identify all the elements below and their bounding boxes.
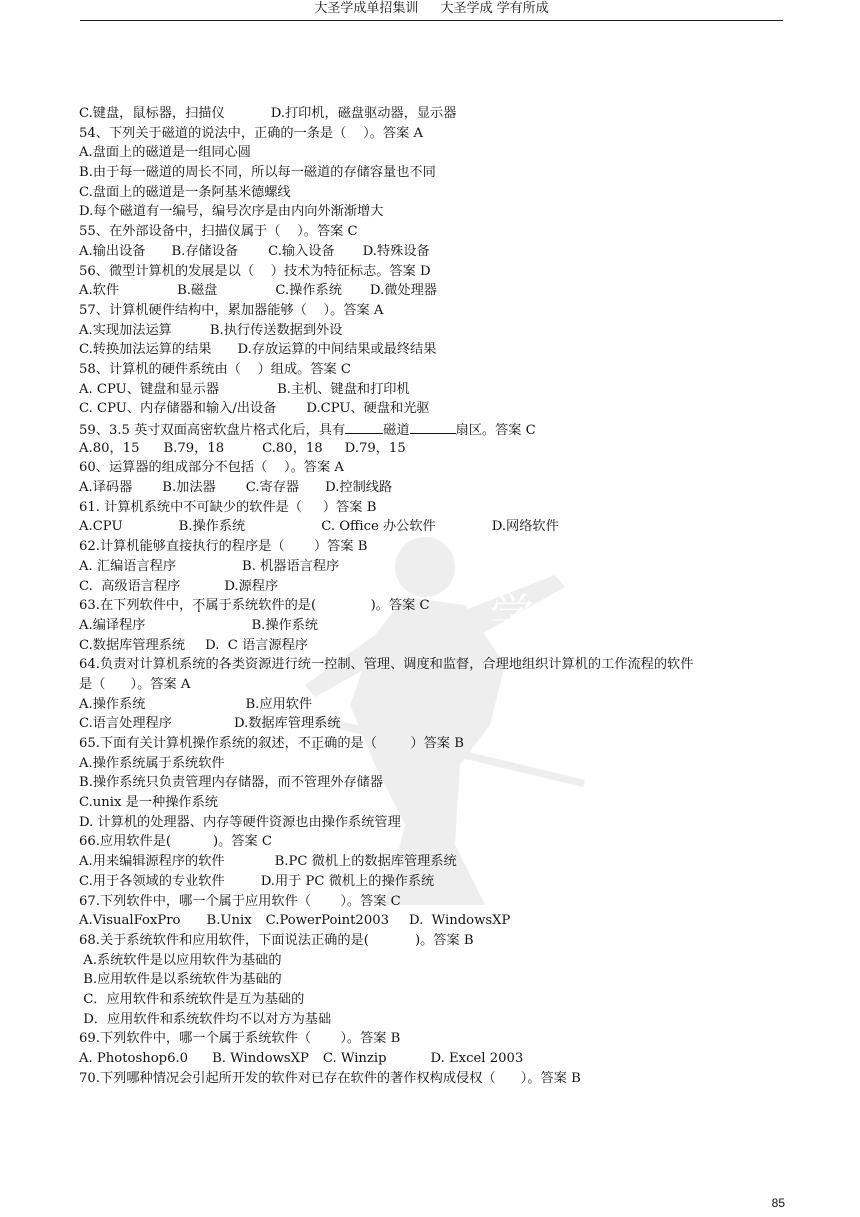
option-a: A. Photoshop6.0: [79, 1051, 189, 1066]
option-65a: A.操作系统属于系统软件: [79, 755, 225, 771]
option-65b: B.操作系统只负责管理内存储器，而不管理外存储器: [79, 775, 384, 791]
options-66-ab: [79, 852, 789, 872]
option-c: C.用于各领域的专业软件: [79, 873, 225, 889]
options-56: [79, 281, 789, 301]
option-54b: B.由于每一磁道的周长不同，所以每一磁道的存储容量也不同: [79, 165, 436, 181]
question-65-text: 65.下面有关计算机操作系统的叙述，: [79, 736, 298, 751]
option-a: A.VisualFoxPro: [79, 913, 181, 929]
emphasis-text: 不: [192, 598, 206, 614]
option-b: B.存储设备: [171, 243, 239, 259]
option-c: C.寄存器: [245, 480, 300, 496]
options-59: [79, 439, 789, 459]
option-c: C. 高级语言程序: [79, 578, 181, 594]
question-59-text: 磁道: [383, 423, 410, 438]
line-53-options: [79, 104, 789, 124]
option-d: D.源程序: [224, 578, 279, 594]
options-61: [79, 517, 789, 537]
option-b: B.PC 微机上的数据库管理系统: [274, 854, 457, 870]
option-a: A.CPU: [79, 519, 123, 535]
option-b: B. 机器语言程序: [242, 558, 340, 574]
option-54a: A.盘面上的磁道是一组同心圆: [79, 145, 251, 161]
option-b: B.主机、键盘和打印机: [277, 381, 410, 397]
option-c: C.操作系统: [275, 283, 342, 299]
question-66: 66.应用软件是( )。答案 C: [79, 834, 272, 850]
option-d: D.数据库管理系统: [233, 716, 341, 732]
option-65c: C.unix 是一种操作系统: [79, 795, 218, 811]
option-c: C. Winzip: [322, 1051, 387, 1066]
options-57-ab: [79, 321, 789, 341]
question-56: 56、微型计算机的发展是以（ ）技术为特征标志。答案 D: [79, 263, 431, 279]
option-a: A.实现加法运算: [79, 322, 172, 338]
option-a: A.用来编辑源程序的软件: [79, 854, 225, 870]
option-a: A.输出设备: [79, 243, 146, 259]
options-62-cd: [79, 577, 789, 597]
question-58: 58、计算机的硬件系统由（ ）组成。答案 C: [79, 361, 352, 377]
option-d: D.网络软件: [491, 519, 559, 535]
options-63-ab: [79, 616, 789, 636]
question-70: 70.下列哪种情况会引起所开发的软件对已存在软件的著作权构成侵权（ ）。答案 B: [79, 1070, 581, 1086]
option-b: B.操作系统: [251, 617, 319, 633]
option-b: B.磁盘: [177, 283, 218, 299]
option-a: A.软件: [79, 283, 120, 299]
question-62: 62.计算机能够直接执行的程序是（ ）答案 B: [79, 539, 368, 555]
question-68: 68.关于系统软件和应用软件，下面说法正确的是( )。答案 B: [79, 932, 474, 948]
option-d: D. WindowsXP: [409, 913, 511, 929]
options-66-cd: [79, 872, 789, 892]
question-59: [79, 419, 789, 439]
option-65d: D. 计算机的处理器、内存等硬件资源也由操作系统管理: [79, 814, 401, 830]
option-d: D.存放运算的中间结果或最终结果: [237, 342, 437, 358]
question-59-text: 59、3.5 英寸双面高密软盘片格式化后，具有: [79, 423, 346, 438]
fill-blank: [410, 419, 456, 434]
option-c: C.键盘，鼠标器，扫描仪: [79, 106, 225, 121]
options-69: [79, 1049, 789, 1069]
option-68c: C．应用软件和系统软件是互为基础的: [79, 991, 305, 1007]
options-55: [79, 242, 789, 262]
option-d: D. Excel 2003: [430, 1051, 524, 1066]
option-d: D.微处理器: [369, 283, 437, 299]
option-68b: B.应用软件是以系统软件为基础的: [79, 972, 282, 988]
option-c: C.80，18: [262, 440, 323, 456]
options-63-cd: [79, 636, 789, 656]
options-57-cd: [79, 340, 789, 360]
option-a: A.80，15: [79, 440, 140, 456]
question-65-text: 的是（ ）答案 B: [337, 736, 464, 751]
page-header: [80, 0, 783, 21]
options-62-ab: [79, 557, 789, 577]
header-left-text: 大圣学成单招集训: [314, 1, 419, 16]
question-57: 57、计算机硬件结构中，累加器能够（ ）。答案 A: [79, 302, 384, 318]
watermark-char-xue: 学: [490, 590, 534, 641]
option-d: D.用于 PC 微机上的操作系统: [260, 873, 435, 889]
page-number: 85: [771, 1196, 785, 1210]
option-a: A.编译程序: [79, 617, 146, 633]
question-54: 54、下列关于磁道的说法中，正确的一条是（ ）。答案 A: [79, 125, 423, 141]
option-c: C. Office 办公软件: [321, 519, 436, 535]
option-b: B.加法器: [162, 480, 216, 496]
option-c: C. CPU、内存储器和输入/出设备: [79, 401, 277, 417]
option-d: D.控制线路: [325, 480, 393, 496]
document-body: [79, 104, 789, 1088]
header-right-text: 大圣学成 学有所成: [440, 1, 549, 16]
options-58-cd: [79, 399, 789, 419]
question-69: 69.下列软件中，哪一个属于系统软件（ ）。答案 B: [79, 1031, 401, 1047]
options-64-cd: [79, 714, 789, 734]
watermark-char-cheng: 成: [500, 684, 540, 730]
options-67: [79, 911, 789, 931]
option-c: C.转换加法运算的结果: [79, 342, 212, 358]
question-59-text: 扇区。答案 C: [455, 423, 536, 438]
option-d: D.79，15: [344, 440, 406, 456]
emphasis-text: 不正确: [297, 736, 338, 751]
option-68d: D．应用软件和系统软件均不以对方为基础: [79, 1011, 332, 1027]
option-d: D.特殊设备: [362, 243, 430, 259]
option-c: C.PowerPoint2003: [265, 913, 389, 929]
option-b: B.执行传送数据到外设: [209, 322, 343, 338]
option-d: D.CPU、硬盘和光驱: [306, 401, 430, 417]
question-60: 60、运算器的组成部分不包括（ ）。答案 A: [79, 460, 344, 476]
option-a: A. 汇编语言程序: [79, 558, 177, 574]
question-63-text: 63.在下列软件中，: [79, 598, 193, 614]
option-c: C.语言处理程序: [79, 716, 172, 732]
options-60: [79, 478, 789, 498]
option-54d: D.每个磁道有一编号，编号次序是由内向外渐渐增大: [79, 204, 384, 220]
option-b: B. WindowsXP: [212, 1051, 309, 1066]
question-65: [79, 734, 789, 754]
option-c: C.数据库管理系统: [79, 637, 186, 653]
option-68a: A.系统软件是以应用软件为基础的: [79, 952, 282, 968]
option-b: B.Unix: [206, 913, 252, 929]
option-b: B.79，18: [163, 440, 225, 456]
question-64: 64.负责对计算机系统的各类资源进行统一控制、管理、调度和监督，合理地组织计算机的工作流程的软件: [79, 657, 694, 673]
question-61: 61. 计算机系统中不可缺少的软件是（ ）答案 B: [79, 499, 377, 515]
question-55: 55、在外部设备中，扫描仪属于（ ）。答案 C: [79, 224, 358, 240]
question-64-cont: 是（ ）。答案 A: [79, 676, 191, 692]
option-d: D.打印机，磁盘驱动器，显示器: [270, 106, 457, 121]
options-58-ab: [79, 380, 789, 400]
options-64-ab: [79, 695, 789, 715]
question-63-text: 属于系统软件的是( )。答案 C: [205, 598, 430, 614]
option-b: B.操作系统: [178, 519, 246, 535]
option-a: A. CPU、键盘和显示器: [79, 381, 220, 397]
option-b: B.应用软件: [245, 696, 313, 712]
fill-blank: [345, 419, 383, 434]
option-54c: C.盘面上的磁道是一条阿基米德螺线: [79, 184, 291, 200]
option-a: A.译码器: [79, 480, 133, 496]
option-a: A.操作系统: [79, 696, 146, 712]
question-67: 67.下列软件中，哪一个属于应用软件（ ）。答案 C: [79, 893, 401, 909]
option-c: C.输入设备: [268, 243, 335, 259]
question-63: [79, 596, 789, 616]
option-d: D. C 语言源程序: [205, 637, 309, 653]
